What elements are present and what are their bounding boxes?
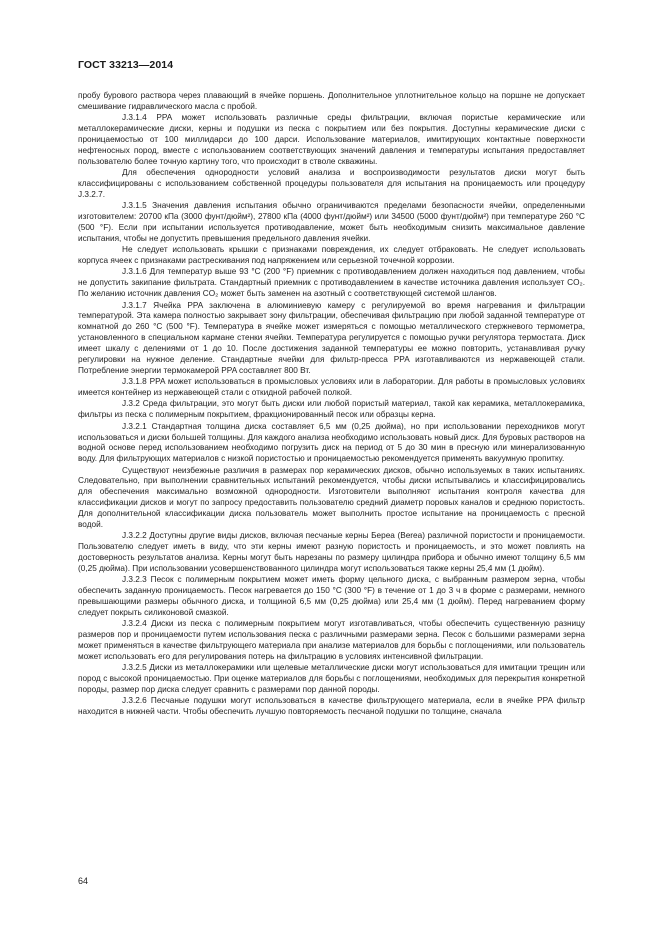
paragraph-disc-classification: Для обеспечения однородности условий анализа и воспроизводимости результатов диски могут быть классифицированы с использованием собственной процедуры пользователя для испытания на проницаемость или процедуру J.3.2.7. xyxy=(78,168,585,199)
paragraph-damaged-caps: Не следует использовать крышки с признаками повреждения, их следует отбраковать. Не следует использовать корпуса ячеек с признаками растрескивания под напряжением или серьезной точечной коррозии. xyxy=(78,245,585,266)
paragraph-j3-1-8: J.3.1.8 PPA может использоваться в промысловых условиях или в лаборатории. Для работы в промысловых условиях имеется контейнер из нержавеющей стали с откидной рабочей полкой. xyxy=(78,377,585,397)
paragraph-continuation: пробу бурового раствора через плавающий в ячейке поршень. Дополнительное уплотнительное кольцо на поршне не допускает смешивание гидравлического масла с пробой. xyxy=(78,91,585,111)
paragraph-j3-2-5: J.3.2.5 Диски из металлокерамики или щелевые металлические диски могут использоваться для имитации трещин или пород с высокой проницаемостью. При оценке материалов для борьбы с поглощениями, необходимых для перекрытия конкретной породы, размер пор диска следует сравнить с размерами пор данной породы. xyxy=(78,663,585,694)
page-header-standard-title: ГОСТ 33213—2014 xyxy=(78,59,174,71)
paragraph-j3-2-6: J.3.2.6 Песчаные подушки могут использоваться в качестве фильтрующего материала, если в ячейке PPA фильтр находится в нижней части. Чтобы обеспечить лучшую повторяемость песчаной подушки по толщине, сначала xyxy=(78,696,585,717)
page-number: 64 xyxy=(78,876,89,886)
paragraph-j3-2-3: J.3.2.3 Песок с полимерным покрытием может иметь форму цельного диска, с выбранным размером зерна, чтобы обеспечить заданную проницаемость. Песок нагревается до 150 °С (300 °F) в течение от 1 до 3 ч в форме с размерами, немного превышающими размеры обычного диска, и толщиной 6,5 мм (0,25 дюйма) или 25,4 мм (1 дюйм). Перед нагреванием форму следует покрыть силиконовой смазкой. xyxy=(78,575,585,617)
paragraph-j3-1-4: J.3.1.4 PPA может использовать различные среды фильтрации, включая пористые керамические или металлокерамические диски, керны и подушки из песка с покрытием или без покрытия. Доступны керамические диски с проницаемостью от 100 миллидарси до 100 дарси. Использование материалов, имитирующих контактные поверхности нефтеносных пород, вместе с использованием соответствующих значений давления и температуры испытания предоставляет пользователю более точную картину того, что происходит в стволе скважины. xyxy=(78,113,585,166)
paragraph-j3-1-5: J.3.1.5 Значения давления испытания обычно ограничиваются пределами безопасности ячейки, определенными изготовителем: 20700 кПа (3000 фунт/дюйм²), 27800 кПа (4000 фунт/дюйм²) или 34500 (5000 фунт/дюйм²) при температуре 260 °С (500 °F). Если при испытании используется противодавление, может быть необходимым снизить максимальное давление испытания, чтобы не допустить превышения предельного давления ячейки. xyxy=(78,201,585,243)
paragraph-j3-2-1: J.3.2.1 Стандартная толщина диска составляет 6,5 мм (0,25 дюйма), но при использовании переходников могут использоваться и диски большей толщины. Для каждого анализа необходимо использовать новый диск. Для буровых растворов на водной основе перед использованием необходимо погрузить диск на период от 5 до 30 мин в пресную или минерализованную воду. Для фильтрующих материалов с низкой пористостью и проницаемостью рекомендуется применять вакуумную пропитку. xyxy=(78,421,585,464)
paragraph-j3-2-2: J.3.2.2 Доступны другие виды дисков, включая песчаные керны Береа (Berea) различной пористости и проницаемости. Пользователю следует иметь в виду, что эти керны имеют разную пористость и проницаемость, и это может повлиять на достоверность результатов анализа. Керны могут быть нарезаны по размеру цилиндра прибора и обычно имеют толщину 6,5 мм (0,25 дюйма). При использовании усовершенствованного цилиндра могут использоваться также керны 25,4 мм (1 дюйм). xyxy=(78,531,585,573)
paragraph-j3-1-7: J.3.1.7 Ячейка PPA заключена в алюминиевую камеру с регулируемой во время нагревания и фильтрации температурой. Эта камера полностью закрывает зону фильтрации, обеспечивая фильтрацию при любой заданной температуре от комнатной до 260 °С (500 °F). Температура в ячейке может измеряться с помощью металлического стержневого термометра, установленного в специальном кармане стенки ячейки. Температура регулируется с помощью ручки регулятора термостата. Диск имеет шкалу с делениями от 1 до 10. После достижения заданной температуры ее можно повторить, устанавливая ручку регулировки на нужное деление. Стандартные ячейки для фильтр-пресса PPA изготавливаются из нержавеющей стали. Потребление энергии термокамерой PPA составляет 800 Вт. xyxy=(78,300,585,375)
paragraph-j3-1-6: J.3.1.6 Для температур выше 93 °С (200 °F) приемник с противодавлением должен находиться под давлением, чтобы не допустить закипание фильтрата. Стандартный приемник с противодавлением в качестве источника давления использует CO₂. По желанию источник давления CO₂ может быть заменен на азотный с соответствующей системой шлангов. xyxy=(78,267,585,299)
paragraph-j3-2: J.3.2 Среда фильтрации, это могут быть диски или любой пористый материал, такой как керамика, металлокерамика, фильтры из песка с полимерным покрытием, фракционированный песок или образцы керна. xyxy=(78,399,585,420)
paragraph-ceramic-disc-variation: Существуют неизбежные различия в размерах пор керамических дисков, обычно используемых в таких испытаниях. Следовательно, при выполнении сравнительных испытаний рекомендуется, чтобы диски испытывались и классифицировались для обеспечения максимально возможной однородности. Изготовители выполняют испытания контроля качества для классификации дисков и могут по запросу предоставить пользователю средний диаметр поровых каналов и среднюю пористость. Для дополнительной классификации диска пользователь может выполнить простое испытание на проницаемость с пресной водой. xyxy=(78,465,585,529)
document-body xyxy=(78,91,585,719)
paragraph-j3-2-4: J.3.2.4 Диски из песка с полимерным покрытием могут изготавливаться, чтобы обеспечить существенную разницу размеров пор и проницаемости путем использования песка с различными размерами зерна. Песок с большими размерами зерна может применяться в качестве фильтрующего материала при анализе материалов для борьбы с поглощениями, или пользователь может использовать его для регулирования потерь на фильтрацию в условиях интенсивной фильтрации. xyxy=(78,619,585,661)
